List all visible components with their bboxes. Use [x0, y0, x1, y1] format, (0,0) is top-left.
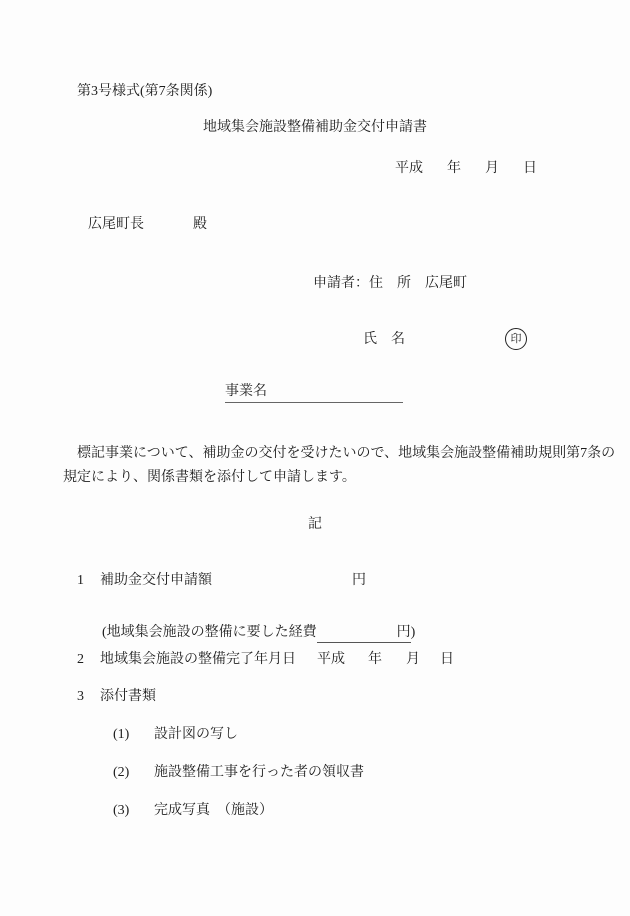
- page-title: 地域集会施設整備補助金交付申請書: [203, 120, 427, 135]
- item-2-number: 2: [77, 652, 84, 667]
- item-1-label: 補助金交付申請額: [100, 573, 212, 588]
- attachment-row: [0, 728, 630, 744]
- expense-unit-label: 円: [396, 625, 411, 640]
- expense-note-open: (地域集会施設の整備に要した経費: [102, 625, 317, 640]
- attachment-number: (1): [113, 727, 130, 742]
- attachment-number: (2): [113, 765, 130, 780]
- day-label: 日: [523, 161, 537, 176]
- addressee-line: [0, 218, 630, 234]
- month-label: 月: [485, 161, 499, 176]
- item-1-row: [0, 574, 630, 590]
- seal-character: 印: [510, 332, 522, 345]
- applicant-address-line: 申請者：住 所 広尾町: [313, 276, 467, 291]
- section-marker: 記: [308, 517, 322, 532]
- addressee-honorific: 殿: [193, 217, 207, 232]
- item-1-number: 1: [77, 573, 84, 588]
- year-label: 年: [447, 161, 461, 176]
- item-2-year-label: 年: [368, 652, 382, 667]
- addressee-name: 広尾町長: [88, 217, 144, 232]
- item-3-label: 添付書類: [100, 689, 156, 704]
- expense-amount-field: [317, 625, 411, 643]
- attachment-label: 施設整備工事を行った者の領収書: [154, 765, 364, 780]
- attachment-number: (3): [113, 803, 130, 818]
- attachment-label: 完成写真 （施設）: [154, 803, 273, 818]
- item-2-month-label: 月: [406, 652, 420, 667]
- item-3-row: [0, 690, 630, 706]
- attachment-label: 設計図の写し: [154, 727, 238, 742]
- item-1-unit-label: 円: [352, 573, 366, 588]
- expense-blank: [317, 635, 397, 636]
- era-label: 平成: [395, 161, 423, 176]
- applicant-name-label: 氏 名: [363, 332, 405, 347]
- item-2-label: 地域集会施設の整備完了年月日: [100, 652, 296, 667]
- item-2-era-label: 平成: [317, 652, 345, 667]
- header-date-line: [0, 162, 630, 178]
- form-number: 第3号様式(第7条関係): [77, 84, 213, 99]
- body-line-2: 規定により、関係書類を添付して申請します。: [63, 470, 356, 485]
- attachment-row: [0, 766, 630, 782]
- item-3-number: 3: [77, 689, 84, 704]
- item-2-row: [0, 653, 630, 669]
- project-name-field: [225, 385, 403, 403]
- body-line-1: 標記事業について、補助金の交付を受けたいので、地域集会施設整備補助規則第7条の: [63, 446, 616, 461]
- seal-icon: [505, 328, 527, 350]
- attachment-row: [0, 804, 630, 820]
- item-1-expense-note: [88, 612, 415, 654]
- project-name-label: 事業名: [225, 384, 267, 399]
- item-2-day-label: 日: [440, 652, 454, 667]
- expense-note-close: ): [410, 625, 416, 640]
